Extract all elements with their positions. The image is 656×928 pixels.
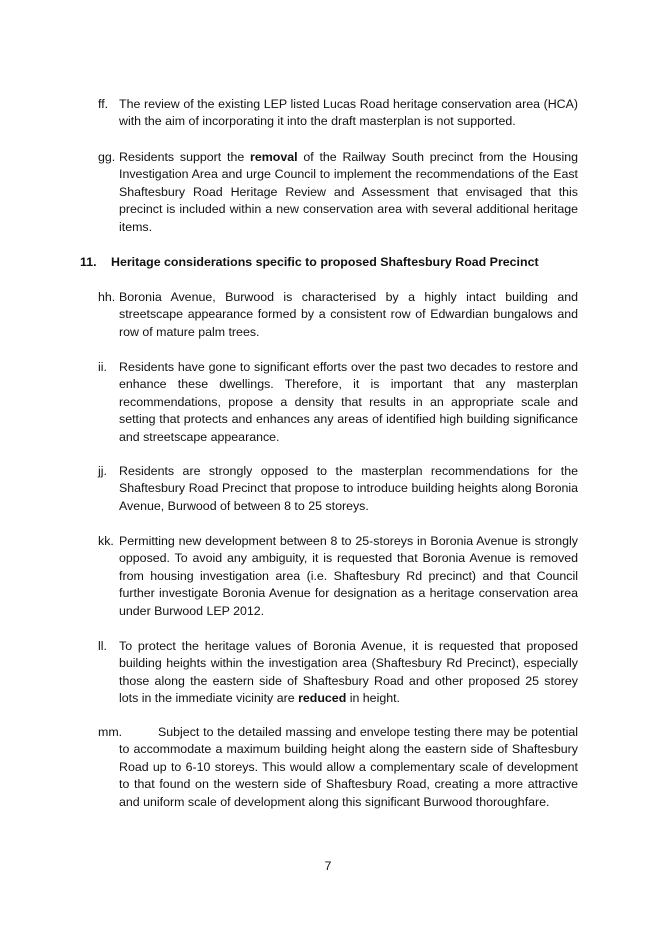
section-heading bbox=[80, 254, 580, 271]
list-item-label: ll. bbox=[98, 639, 107, 653]
text-segment: in height. bbox=[346, 691, 400, 706]
list-item-text bbox=[119, 638, 578, 708]
section-title: Heritage considerations specific to proposed Shaftesbury Road Precinct bbox=[111, 255, 539, 269]
list-item-hh bbox=[98, 289, 578, 341]
list-item-text bbox=[119, 289, 578, 341]
text-segment: Permitting new development between 8 to 25-storeys in Boronia Avenue is strongly opposed. To avoid any ambiguity, it is requested that Boronia Avenue is removed from housing investigation area (i.e. Shaftesbury Rd precinct) and that Council further investigate Boronia Avenue for designation as a heritage conservation area under Burwood LEP 2012. bbox=[119, 534, 578, 618]
list-item-text bbox=[119, 96, 578, 131]
text-segment: of the Railway South precinct from the Housing Investigation Area and urge Council to implement the recommendations of the East Shaftesbury Road Heritage Review and Assessment that envisaged that this precinct is included within a new conservation area with several additional heritage items. bbox=[119, 150, 578, 234]
list-item-mm bbox=[98, 724, 578, 811]
list-item-label: gg. bbox=[98, 150, 116, 164]
list-item-text bbox=[119, 724, 578, 811]
list-item-text bbox=[119, 359, 578, 446]
section-number: 11. bbox=[80, 255, 97, 269]
list-item-ff bbox=[98, 96, 578, 131]
list-item-ll bbox=[98, 638, 578, 708]
list-item-label: hh. bbox=[98, 290, 116, 304]
list-item-text bbox=[119, 463, 578, 515]
list-item-label: ff. bbox=[98, 97, 109, 111]
list-item-jj bbox=[98, 463, 578, 515]
text-segment: Boronia Avenue, Burwood is characterised by a highly intact building and streetscape appearance formed by a consistent row of Edwardian bungalows and row of mature palm trees. bbox=[119, 290, 578, 339]
list-item-text bbox=[119, 149, 578, 236]
text-segment-bold: removal bbox=[250, 150, 298, 164]
page-number: 7 bbox=[324, 859, 332, 873]
list-item-label: kk. bbox=[98, 534, 114, 548]
text-segment: Residents are strongly opposed to the masterplan recommendations for the Shaftesbury Road Precinct that propose to introduce building heights along Boronia Avenue, Burwood of between 8 to 25 storeys. bbox=[119, 464, 578, 513]
list-item-label: jj. bbox=[98, 464, 107, 478]
text-segment: To protect the heritage values of Boronia Avenue, it is requested that proposed building heights within the investigation area (Shaftesbury Rd Precinct), especially those along the eastern side of Shaftesbury Road and other proposed 25 storey lots in the immediate vicinity are bbox=[119, 639, 578, 706]
list-item-gg bbox=[98, 149, 578, 236]
list-item-text bbox=[119, 533, 578, 620]
text-segment: Residents support the bbox=[119, 150, 251, 164]
list-item-kk bbox=[98, 533, 578, 620]
text-segment: The review of the existing LEP listed Lucas Road heritage conservation area (HCA) with the aim of incorporating it into the draft masterplan is not supported. bbox=[119, 97, 578, 129]
list-item-ii bbox=[98, 359, 578, 446]
list-item-label: mm. bbox=[98, 725, 123, 739]
text-segment-bold: reduced bbox=[298, 691, 347, 706]
list-item-label: ii. bbox=[98, 360, 107, 374]
text-segment: Residents have gone to significant efforts over the past two decades to restore and enhance these dwellings. Therefore, it is important that any masterplan recommendations, propose a density that results in an appropriate scale and setting that protects and enhances any areas of identified high building significance and streetscape appearance. bbox=[119, 360, 578, 444]
text-segment: Subject to the detailed massing and envelope testing there may be potential to accommodate a maximum building height along the eastern side of Shaftesbury Road up to 6-10 storeys. This would allow a complementary scale of development to that found on the western side of Shaftesbury Road, creating a more attractive and uniform scale of development along this significant Burwood thoroughfare. bbox=[119, 725, 578, 809]
